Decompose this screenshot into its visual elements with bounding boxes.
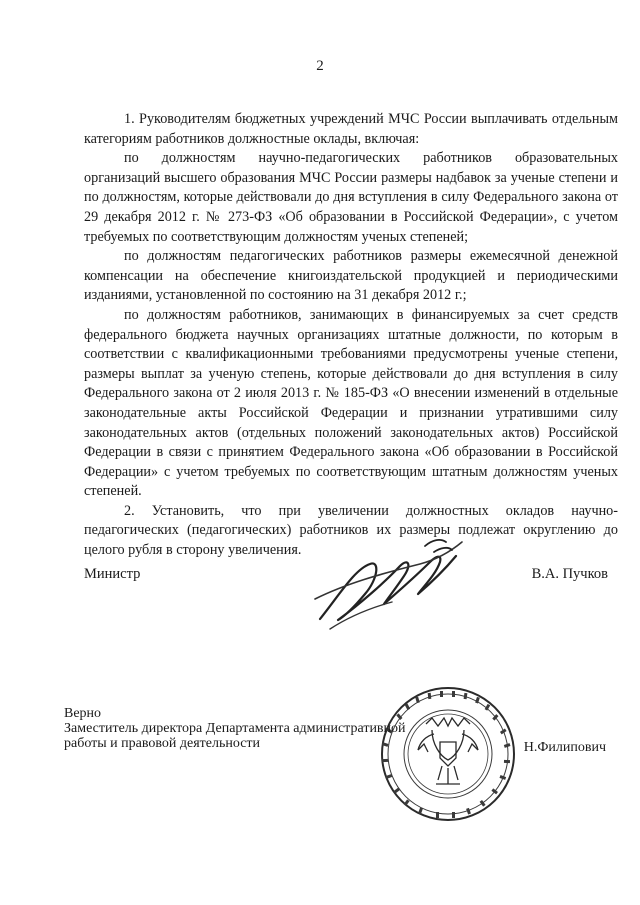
minister-name: В.А. Пучков (531, 566, 608, 582)
document-body (84, 110, 618, 561)
paragraph-subitem-pedagogical: по должностям педагогических работников размеры ежемесячной денежной компенсации на обеспечение книгоиздательской продукцией и периодическими изданиями, установленной по состоянию на 31 декабря 2012 г.; (84, 248, 618, 304)
certification-name: Н.Филипович (523, 740, 606, 755)
signature-image (300, 524, 470, 644)
paragraph-item-1: 1. Руководителям бюджетных учреждений МЧС России выплачивать отдельным категориям работников должностные оклады, включая: (84, 111, 618, 147)
paragraph-subitem-research-staff: по должностям работников, занимающих в финансируемых за счет средств федерального бюджета научных организациях штатные должности, по которым в соответствии с квалификационными требованиями предусмотрены ученые степени, размеры выплат за ученую степень, которые действовали до дня вступления в силу Федерального закона от 2 июля 2013 г. № 185-ФЗ «О внесении изменений в отдельные законодательные акты Российской Федерации и признании утратившими силу законодательных актов (отдельных положений законодательных актов) Российской Федерации в связи с принятием Федерального закона «Об образовании в Российской Федерации» с учетом требуемых по соответствующим штатным должностям ученых степеней. (84, 306, 618, 500)
certification-position-line-2: работы и правовой деятельности (64, 736, 261, 751)
paragraph-subitem-scientific-pedagogical: по должностям научно-педагогических работников образовательных организаций высшего образования МЧС России размеры надбавок за ученые степени и по должностям, которые действовали до дня вступления в силу Федерального закона от 29 декабря 2012 г. № 273-ФЗ «Об образовании в Российской Федерации», с учетом требуемых по соответствующим должностям ученых степеней; (84, 150, 618, 245)
minister-title: Министр (84, 566, 141, 582)
certification-block (64, 706, 406, 751)
certification-position-line-1: Заместитель директора Департамента административной (64, 721, 406, 736)
paragraph-item-2: 2. Установить, что при увеличении должностных окладов научно-педагогических (педагогических) работников их размеры подлежат округлению до целого рубля в сторону увеличения. (84, 502, 618, 559)
page-number: 2 (316, 58, 324, 74)
official-seal-image (376, 684, 520, 824)
certification-verno: Верно (64, 706, 102, 721)
